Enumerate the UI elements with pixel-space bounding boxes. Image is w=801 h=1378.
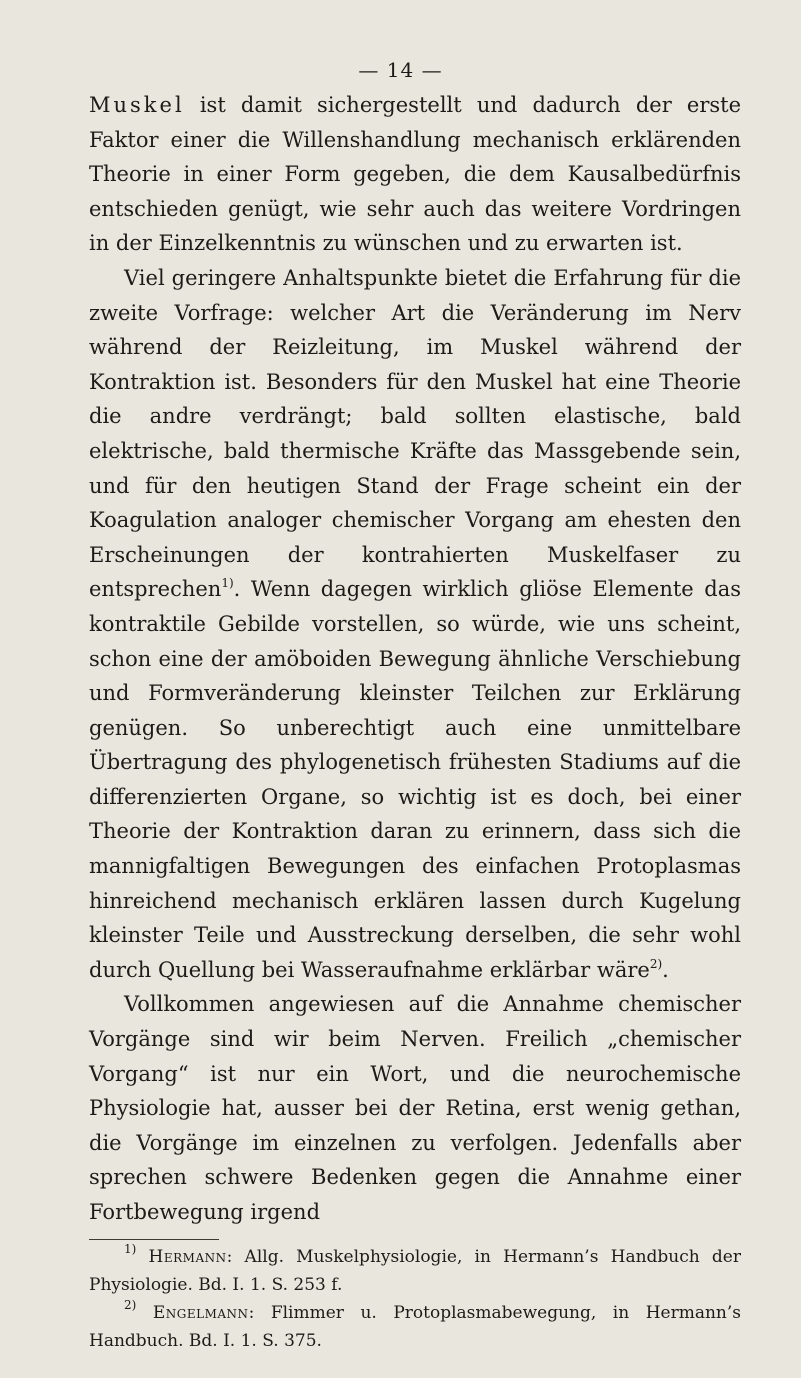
footnote-text: : Flimmer u. Protoplasmabewegung, in Hermann’s Handbuch. Bd. I. 1. S. 375.	[89, 1302, 742, 1351]
footnotes	[89, 1239, 741, 1355]
lead-word: Muskel	[89, 93, 185, 117]
footnote-marker: 2)	[124, 1297, 137, 1312]
footnote-marker: 1)	[124, 1241, 137, 1256]
footnote-2	[89, 1299, 741, 1355]
footnote-reference-2: 2)	[649, 956, 663, 971]
footnote-1	[89, 1243, 741, 1299]
footnote-author: Hermann	[148, 1246, 227, 1267]
footnote-text: : Allg. Muskelphysiologie, in Hermann’s Handbuch der Physiologie. Bd. I. 1. S. 253 f.	[89, 1246, 741, 1295]
paragraph-text: Vollkommen angewiesen auf die Annahme chemischer Vorgänge sind wir beim Nerven. Freilich „chemischer Vorgang“ ist nur ein Wort, und die neurochemische Physiologie hat, ausser bei der Retina, erst wenig gethan, die Vorgänge im einzelnen zu verfolgen. Jedenfalls aber sprechen schwere Bedenken gegen die Annahme einer Fortbewegung irgend	[89, 992, 741, 1224]
paragraph-3	[89, 987, 741, 1229]
paragraph-2	[89, 261, 741, 987]
paragraph-1	[89, 88, 741, 261]
paragraph-text: . Wenn dagegen wirklich gliöse Elemente das kontraktile Gebilde vorstellen, so würde, wie uns scheint, schon eine der amöboiden Bewegung ähnliche Verschiebung und Formveränderung kleinster Teilchen zur Erklärung genügen. So unberechtigt auch eine unmittelbare Übertragung des phylogenetisch frühesten Stadiums auf die differenzierten Organe, so wichtig ist es doch, bei einer Theorie der Kontraktion daran zu erinnern, dass sich die mannigfaltigen Bewegungen des einfachen Protoplasmas hinreichend mechanisch erklären lassen durch Kugelung kleinster Teile und Ausstreckung derselben, die sehr wohl durch Quellung bei Wasseraufnahme erklärbar wäre	[89, 577, 741, 982]
page-number: — 14 —	[358, 58, 443, 82]
paragraph-text: Viel geringere Anhaltspunkte bietet die Erfahrung für die zweite Vorfrage: welcher Art die Veränderung im Nerv während der Reizleitung, im Muskel während der Kontraktion ist. Besonders für den Muskel hat eine Theorie die andre verdrängt; bald sollten elastische, bald elektrische, bald thermische Kräfte das Massgebende sein, und für den heutigen Stand der Frage scheint ein der Koagulation analoger chemischer Vorgang am ehesten den Erscheinungen der kontrahierten Muskelfaser zu entsprechen	[89, 265, 741, 602]
footnote-reference-1: 1)	[221, 576, 234, 591]
body-text	[89, 88, 741, 1230]
footnote-author: Engelmann	[152, 1302, 249, 1323]
paragraph-text: ist damit sichergestellt und dadurch der erste Faktor einer die Willenshandlung mechanisch erklärenden Theorie in einer Form gegeben, die dem Kausalbedürfnis entschieden genügt, wie sehr auch das weitere Vordringen in der Einzelkenntnis zu wünschen und zu erwarten ist.	[89, 93, 741, 256]
paragraph-text: .	[662, 957, 669, 982]
footnote-divider	[89, 1239, 219, 1240]
